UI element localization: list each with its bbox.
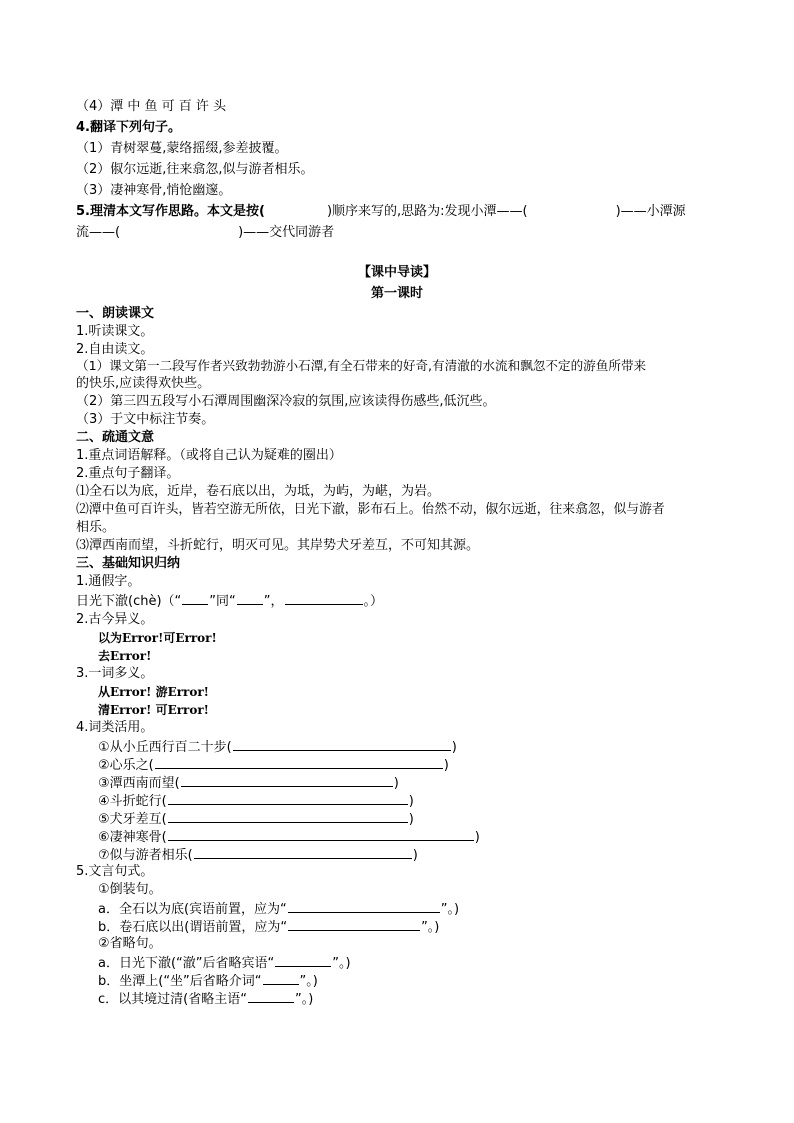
s3-line-3: 2.古今异义。 bbox=[76, 612, 154, 627]
duoyi-line-2: 清Error! 可Error! bbox=[98, 703, 209, 717]
s1-line-2: 2.自由读文。 bbox=[76, 342, 154, 357]
item-text: ③潭西南而望( bbox=[98, 776, 180, 791]
s2-line-4a: ⑵潭中鱼可百许头，皆若空游无所依，日光下澈，影布石上。佁然不动，俶尔远逝，往来翕忽，似与游者 bbox=[76, 502, 665, 517]
answer-blank[interactable] bbox=[285, 591, 363, 605]
question-5-line-1 bbox=[76, 203, 686, 221]
q4-item-line: （4）潭 中 鱼 可 百 许 头 bbox=[76, 99, 227, 114]
item-end: ”。) bbox=[299, 974, 318, 989]
close-paren: ) bbox=[451, 740, 457, 755]
s1-line-4: （2）第三四五段写小石潭周围幽深冷寂的氛围,应该读得伤感些,低沉些。 bbox=[76, 394, 496, 409]
tongjiazi-part-d: 。） bbox=[363, 594, 384, 609]
close-paren: ) bbox=[412, 848, 418, 863]
s3-line-9: 4.词类活用。 bbox=[76, 720, 154, 735]
s1-line-1: 1.听读课文。 bbox=[76, 324, 154, 339]
huoyong-item-1 bbox=[98, 737, 457, 757]
answer-blank[interactable] bbox=[288, 917, 420, 931]
question-4-sentence-3: （3）凄神寒骨,悄怆幽邃。 bbox=[76, 183, 232, 198]
item-end: ”。) bbox=[332, 956, 351, 971]
answer-blank[interactable] bbox=[237, 591, 263, 605]
jushi-item-b bbox=[98, 917, 439, 937]
tongjiazi-part-b: ”同“ bbox=[209, 594, 236, 609]
s2-line-3: ⑴全石以为底，近岸，卷石底以出，为坻，为屿，为嵁，为岩。 bbox=[76, 484, 441, 499]
question-4-heading: 4.翻译下列句子。 bbox=[76, 120, 181, 135]
jushi-item-a bbox=[98, 899, 459, 919]
answer-blank[interactable] bbox=[155, 755, 443, 769]
question-4-sentence-1: （1）青树翠蔓,蒙络摇缀,参差披覆。 bbox=[76, 141, 288, 156]
answer-blank[interactable] bbox=[275, 953, 331, 967]
close-paren: ) bbox=[408, 812, 414, 827]
gujin-line-2: 去Error! bbox=[98, 649, 152, 663]
huoyong-item-3 bbox=[98, 773, 399, 793]
question-5-part-e: )——交代同游者 bbox=[238, 225, 335, 240]
answer-blank[interactable] bbox=[168, 809, 408, 823]
s1-line-3b: 的快乐,应读得欢快些。 bbox=[76, 376, 211, 391]
close-paren: ) bbox=[443, 758, 449, 773]
answer-blank[interactable] bbox=[182, 591, 208, 605]
close-paren: ) bbox=[408, 794, 414, 809]
answer-blank[interactable] bbox=[181, 773, 393, 787]
s2-line-5: ⑶潭西南而望，斗折蛇行，明灭可见。其岸势犬牙差互，不可知其源。 bbox=[76, 538, 480, 553]
huoyong-item-7 bbox=[98, 845, 418, 865]
tongjiazi-line bbox=[76, 591, 383, 611]
close-paren: ) bbox=[393, 776, 399, 791]
huoyong-item-5 bbox=[98, 809, 414, 829]
s3-line-1: 1.通假字。 bbox=[76, 574, 141, 589]
jushi-shenglue: ②省略句。 bbox=[98, 936, 162, 951]
s1-line-3a: （1）课文第一二段写作者兴致勃勃游小石潭,有全石带来的好奇,有清澈的水流和飘忽不定的游鱼所带来 bbox=[76, 358, 647, 373]
question-4-sentence-2: （2）俶尔远逝,往来翕忽,似与游者相乐。 bbox=[76, 162, 314, 177]
item-end: ”。) bbox=[440, 902, 460, 917]
s1-line-5: （3）于文中标注节奏。 bbox=[76, 412, 215, 427]
question-5-part-c: )——小潭源 bbox=[615, 204, 686, 219]
item-text: ①从小丘西行百二十步( bbox=[98, 740, 232, 755]
s2-line-4b: 相乐。 bbox=[76, 520, 116, 535]
item-text: ④斗折蛇行( bbox=[98, 794, 167, 809]
answer-blank[interactable] bbox=[168, 791, 408, 805]
s2-line-1: 1.重点词语解释。（或将自己认为疑难的圈出） bbox=[76, 448, 342, 463]
item-end: ”。) bbox=[294, 992, 314, 1007]
close-paren: ) bbox=[474, 830, 480, 845]
jushi-daozhuang: ①倒装句。 bbox=[98, 882, 162, 897]
item-text: ⑦似与游者相乐( bbox=[98, 848, 193, 863]
item-text: ⑤犬牙差互( bbox=[98, 812, 167, 827]
s2-line-2: 2.重点句子翻译。 bbox=[76, 466, 180, 481]
item-text: c．以其境过清(省略主语“ bbox=[98, 992, 247, 1007]
item-text: a．日光下澈(“澈”后省略宾语“ bbox=[98, 956, 275, 971]
guide-title: 【课中导读】 bbox=[357, 265, 436, 280]
tongjiazi-part-a: 日光下澈(chè)（“ bbox=[76, 594, 182, 609]
answer-blank[interactable] bbox=[263, 971, 299, 985]
guide-subtitle: 第一课时 bbox=[370, 286, 423, 301]
item-end: ”。) bbox=[421, 920, 440, 935]
s3-line-10: 5.文言句式。 bbox=[76, 864, 154, 879]
gujin-line-1: 以为Error!可Error! bbox=[98, 631, 217, 645]
duoyi-line-1: 从Error! 游Error! bbox=[98, 685, 209, 699]
huoyong-item-6 bbox=[98, 827, 480, 847]
answer-blank[interactable] bbox=[168, 827, 474, 841]
jushi-item-c bbox=[98, 953, 351, 973]
huoyong-item-4 bbox=[98, 791, 414, 811]
item-text: b．卷石底以出(谓语前置，应为“ bbox=[98, 920, 288, 935]
tongjiazi-part-c: ”， bbox=[263, 594, 284, 609]
section-3-heading: 三、基础知识归纳 bbox=[76, 556, 181, 571]
answer-blank[interactable] bbox=[288, 899, 440, 913]
question-5-part-b: )顺序来写的,思路为:发现小潭——( bbox=[326, 204, 528, 219]
item-text: b．坐潭上(“坐”后省略介词“ bbox=[98, 974, 262, 989]
huoyong-item-2 bbox=[98, 755, 449, 775]
answer-blank[interactable] bbox=[248, 989, 294, 1003]
section-1-heading: 一、朗读课文 bbox=[76, 306, 155, 321]
item-text: ②心乐之( bbox=[98, 758, 154, 773]
item-text: a．全石以为底(宾语前置，应为“ bbox=[98, 902, 287, 917]
item-text: ⑥凄神寒骨( bbox=[98, 830, 167, 845]
jushi-item-e bbox=[98, 989, 313, 1009]
s3-line-6: 3.一词多义。 bbox=[76, 666, 154, 681]
question-5-part-a: 5.理清本文写作思路。本文是按( bbox=[76, 204, 265, 219]
question-5-part-d: 流——( bbox=[76, 225, 121, 240]
section-2-heading: 二、疏通文意 bbox=[76, 430, 155, 445]
answer-blank[interactable] bbox=[233, 737, 451, 751]
answer-blank[interactable] bbox=[194, 845, 412, 859]
question-5-line-2 bbox=[76, 224, 334, 242]
jushi-item-d bbox=[98, 971, 318, 991]
